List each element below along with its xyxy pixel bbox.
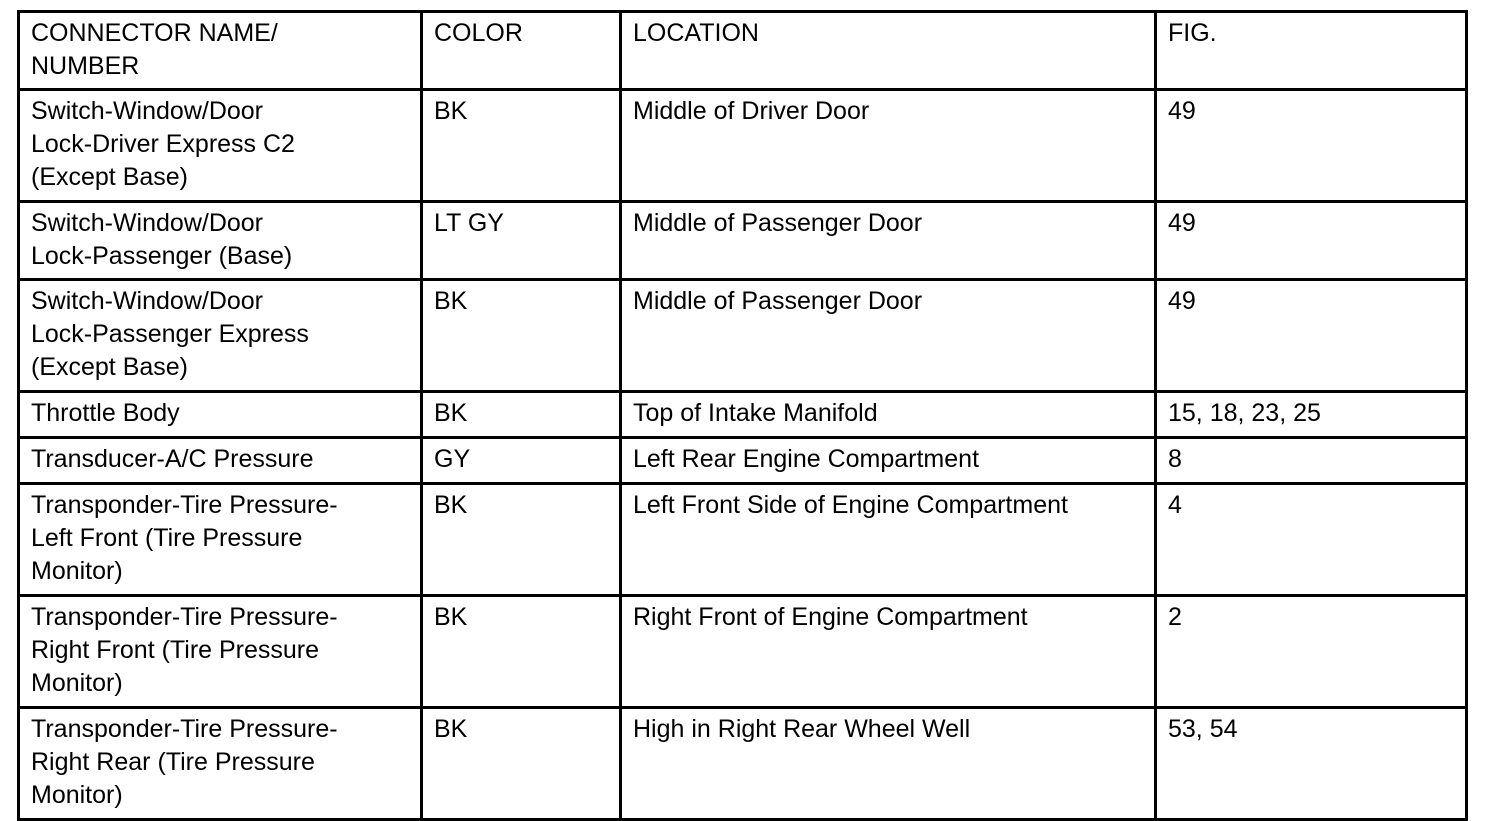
connector-name-cell: Transponder-Tire Pressure- Right Rear (Tire Pressure Monitor): [19, 708, 422, 820]
header-color: COLOR: [422, 12, 621, 90]
location-cell: Right Front of Engine Compartment: [621, 596, 1156, 708]
connector-name-cell: Switch-Window/Door Lock-Passenger (Base): [19, 202, 422, 280]
location-cell: High in Right Rear Wheel Well: [621, 708, 1156, 820]
color-cell: GY: [422, 438, 621, 484]
connector-name-cell: Transducer-A/C Pressure: [19, 438, 422, 484]
connector-table: [17, 10, 1468, 821]
location-cell: Left Front Side of Engine Compartment: [621, 484, 1156, 596]
fig-cell: 4: [1156, 484, 1467, 596]
connector-name-cell: Transponder-Tire Pressure- Right Front (Tire Pressure Monitor): [19, 596, 422, 708]
fig-cell: 2: [1156, 596, 1467, 708]
header-fig: FIG.: [1156, 12, 1467, 90]
table-row: [19, 484, 1467, 596]
location-cell: Middle of Driver Door: [621, 90, 1156, 202]
color-cell: BK: [422, 596, 621, 708]
table-row: [19, 280, 1467, 392]
location-cell: Middle of Passenger Door: [621, 202, 1156, 280]
connector-name-cell: Switch-Window/Door Lock-Passenger Express (Except Base): [19, 280, 422, 392]
connector-name-cell: Transponder-Tire Pressure- Left Front (Tire Pressure Monitor): [19, 484, 422, 596]
table-row: [19, 438, 1467, 484]
table-row: [19, 392, 1467, 438]
color-cell: BK: [422, 708, 621, 820]
fig-cell: 49: [1156, 280, 1467, 392]
location-cell: Middle of Passenger Door: [621, 280, 1156, 392]
header-location: LOCATION: [621, 12, 1156, 90]
header-connector-name: CONNECTOR NAME/ NUMBER: [19, 12, 422, 90]
fig-cell: 53, 54: [1156, 708, 1467, 820]
table-row: [19, 596, 1467, 708]
color-cell: BK: [422, 280, 621, 392]
fig-cell: 49: [1156, 202, 1467, 280]
fig-cell: 15, 18, 23, 25: [1156, 392, 1467, 438]
table-row: [19, 202, 1467, 280]
color-cell: BK: [422, 90, 621, 202]
fig-cell: 8: [1156, 438, 1467, 484]
color-cell: BK: [422, 484, 621, 596]
color-cell: BK: [422, 392, 621, 438]
header-row: [19, 12, 1467, 90]
table-row: [19, 708, 1467, 820]
location-cell: Top of Intake Manifold: [621, 392, 1156, 438]
color-cell: LT GY: [422, 202, 621, 280]
connector-name-cell: Switch-Window/Door Lock-Driver Express C2 (Except Base): [19, 90, 422, 202]
table-row: [19, 90, 1467, 202]
fig-cell: 49: [1156, 90, 1467, 202]
location-cell: Left Rear Engine Compartment: [621, 438, 1156, 484]
connector-name-cell: Throttle Body: [19, 392, 422, 438]
